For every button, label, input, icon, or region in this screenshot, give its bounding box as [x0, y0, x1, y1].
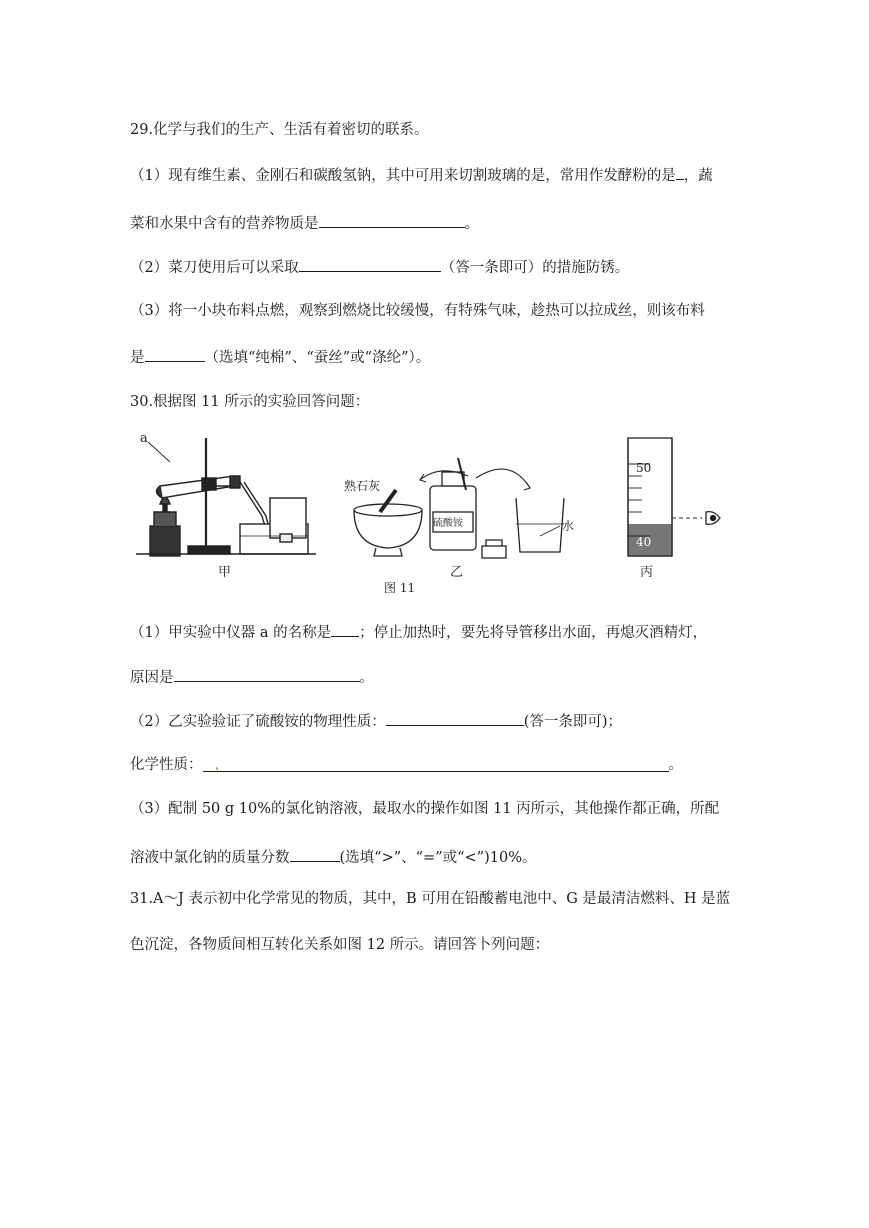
caption-yi: 乙 [450, 565, 464, 580]
q29-blank-nutrient[interactable] [319, 211, 465, 228]
q29-blank-fabric[interactable] [145, 345, 205, 362]
figure-11 [130, 428, 750, 603]
caption-jia: 甲 [218, 565, 232, 580]
q30-part1-line1: （1）甲实验中仪器 a 的名称是 ；停止加热时，要先将导管移出水面，再熄灭酒精灯， [130, 620, 707, 643]
scale-40: 40 [636, 535, 652, 549]
q30-blank-physical[interactable] [386, 709, 524, 726]
label-lime: 熟石灰 [344, 479, 381, 493]
q29-blank-rust[interactable] [299, 255, 441, 272]
q29-part3-line1: （3）将一小块布料点燃，观察到燃烧比较缓慢，有特殊气味，趁热可以拉成丝，则该布料 [130, 303, 705, 319]
q29-title: 29.化学与我们的生产、生活有着密切的联系。 [130, 122, 429, 138]
q30-part2-line1: （2）乙实验验证了硫酸铵的物理性质： (答一条即可)； [130, 709, 622, 732]
scale-50: 50 [636, 461, 652, 475]
q29-part3-line2: 是 （选填“纯棉”、“蚕丝”或“涤纶”）。 [130, 345, 430, 368]
q30-title: 30.根据图 11 所示的实验回答问题： [130, 394, 370, 410]
q30-part1-line2: 原因是 。 [130, 665, 374, 688]
q29-blank-leavening[interactable] [676, 163, 684, 180]
label-bottle: 硫酸铵 [433, 518, 463, 529]
q30-part3-line2: 溶液中氯化钠的质量分数 (选填“>”、“=”或“<”)10%。 [130, 845, 536, 868]
q30-blank-reason[interactable] [174, 665, 360, 682]
q30-blank-instrument[interactable] [331, 620, 359, 637]
q30-blank-fraction[interactable] [290, 845, 340, 862]
q29-part1-line1: （1）现有维生素、金刚石和碳酸氢钠，其中可用来切割玻璃的是，常用作发酵粉的是 ，蔬 [130, 163, 713, 186]
q30-blank-chemical[interactable]: ， [203, 755, 669, 772]
q30-part2-line2: 化学性质： ， 。 [130, 757, 683, 773]
q31-line1: 31.A～J 表示初中化学常见的物质，其中，B 可用在铅酸蓄电池中、G 是最清洁燃料、H 是蓝 [130, 891, 731, 907]
caption-figure: 图 11 [384, 581, 416, 595]
caption-bing: 丙 [640, 565, 654, 580]
q30-part3-line1: （3）配制 50 g 10%的氯化钠溶液，最取水的操作如图 11 丙所示，其他操作都正确，所配 [130, 801, 720, 817]
q29-part1-line2: 菜和水果中含有的营养物质是 。 [130, 211, 479, 234]
label-a: a [140, 431, 148, 446]
label-water: 水 [562, 519, 575, 533]
apparatus-jia [136, 438, 316, 556]
apparatus-yi [354, 458, 564, 558]
q29-part2: （2）菜刀使用后可以采取 （答一条即可）的措施防锈。 [130, 255, 629, 278]
q31-line2: 色沉淀，各物质间相互转化关系如图 12 所示。请回答卜列问题： [130, 937, 550, 953]
